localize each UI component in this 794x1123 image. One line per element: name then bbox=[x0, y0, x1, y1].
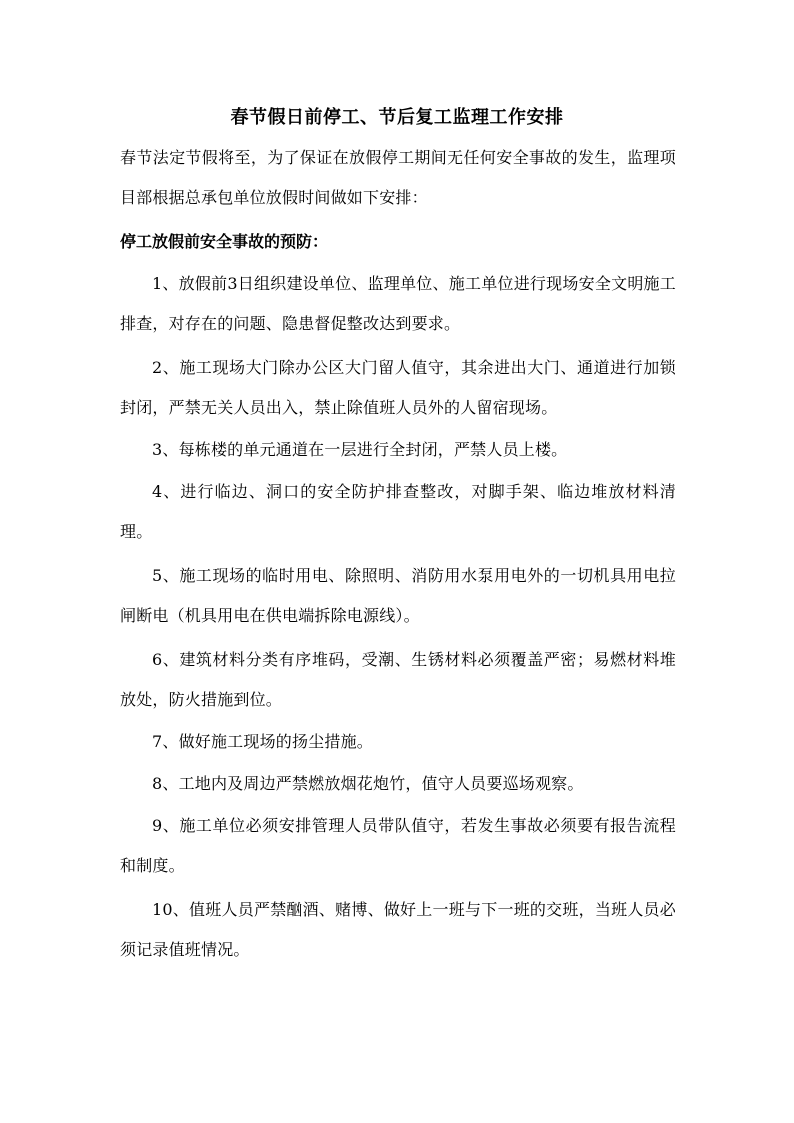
list-item-9: 9、施工单位必须安排管理人员带队值守，若发生事故必须要有报告流程和制度。 bbox=[120, 816, 676, 875]
list-item-6: 6、建筑材料分类有序堆码，受潮、生锈材料必须覆盖严密；易燃材料堆放处，防火措施到位。 bbox=[120, 650, 676, 709]
list-item-3: 3、每栋楼的单元通道在一层进行全封闭，严禁人员上楼。 bbox=[152, 440, 568, 459]
intro-paragraph: 春节法定节假将至，为了保证在放假停工期间无任何安全事故的发生，监理项目部根据总承包单位放假时间做如下安排： bbox=[120, 148, 676, 207]
list-item-10: 10、值班人员严禁酗酒、赌博、做好上一班与下一班的交班，当班人员必须记录值班情况。 bbox=[120, 900, 676, 959]
document-title: 春节假日前停工、节后复工监理工作安排 bbox=[230, 107, 564, 128]
list-item-1: 1、放假前3日组织建设单位、监理单位、施工单位进行现场安全文明施工排查，对存在的问题、隐患督促整改达到要求。 bbox=[120, 274, 676, 333]
list-item-7: 7、做好施工现场的扬尘措施。 bbox=[152, 732, 373, 751]
list-item-8: 8、工地内及周边严禁燃放烟花炮竹，值守人员要巡场观察。 bbox=[152, 774, 584, 793]
list-item-2: 2、施工现场大门除办公区大门留人值守，其余进出大门、通道进行加锁封闭，严禁无关人员出入，禁止除值班人员外的人留宿现场。 bbox=[120, 358, 676, 417]
section-heading: 停工放假前安全事故的预防： bbox=[120, 232, 329, 251]
list-item-5: 5、施工现场的临时用电、除照明、消防用水泵用电外的一切机具用电拉闸断电（机具用电在供电端拆除电源线）。 bbox=[120, 566, 676, 625]
list-item-4: 4、进行临边、洞口的安全防护排查整改，对脚手架、临边堆放材料清理。 bbox=[120, 482, 676, 541]
